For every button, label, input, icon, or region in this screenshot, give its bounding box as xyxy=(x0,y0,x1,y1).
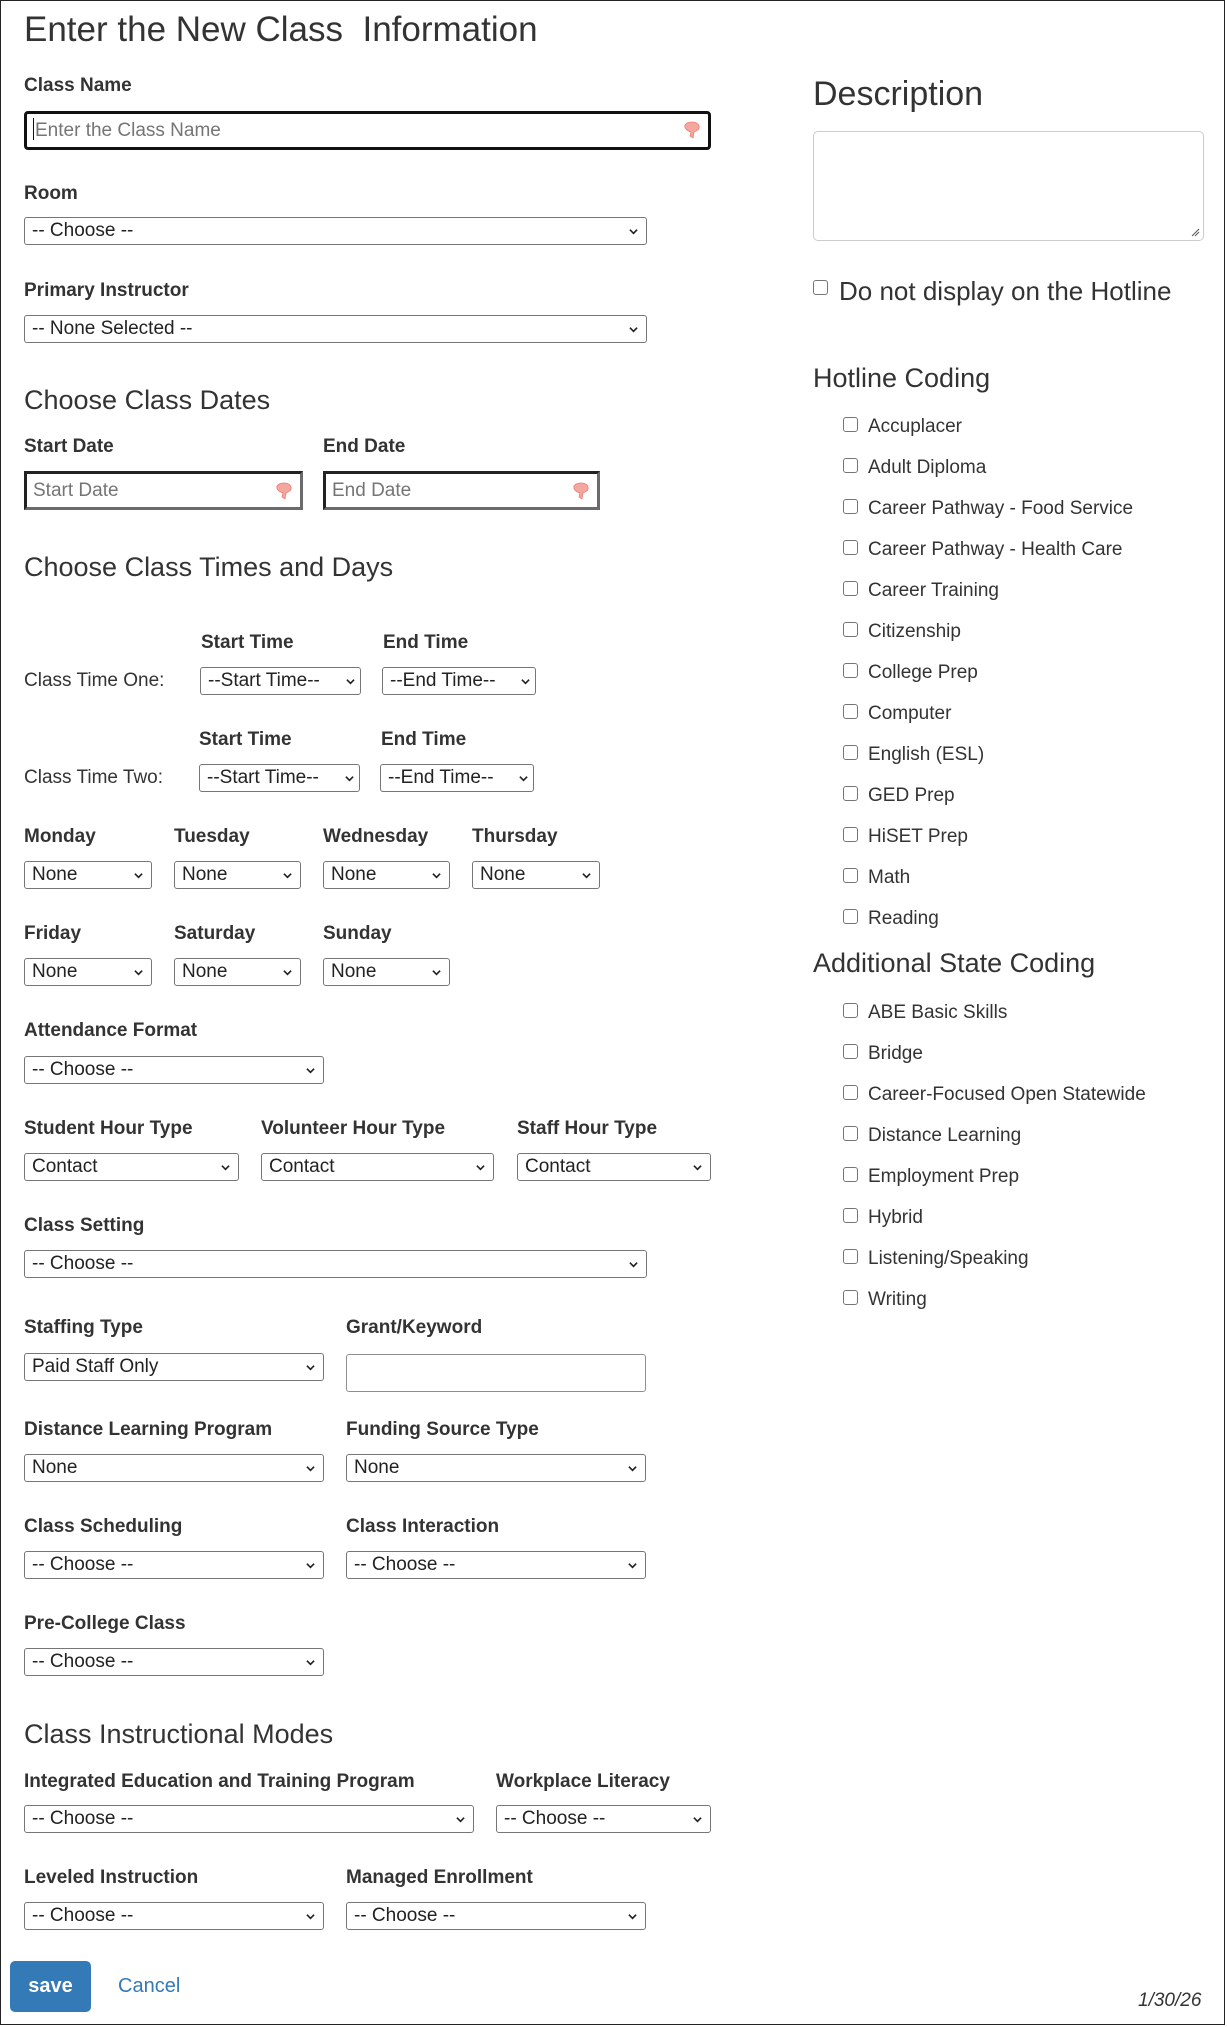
chevron-down-icon xyxy=(432,871,441,880)
sunday-select[interactable] xyxy=(323,958,450,986)
class-setting-value: -- Choose -- xyxy=(32,1253,134,1274)
checkbox-label: HiSET Prep xyxy=(868,826,968,847)
primary-instructor-label: Primary Instructor xyxy=(24,280,189,301)
class-scheduling-select[interactable] xyxy=(24,1551,324,1579)
staff-hour-type-value: Contact xyxy=(525,1156,591,1177)
chevron-down-icon xyxy=(629,325,638,334)
checkbox[interactable] xyxy=(843,1003,858,1018)
class-interaction-select[interactable] xyxy=(346,1551,646,1579)
pre-college-class-value: -- Choose -- xyxy=(32,1651,134,1672)
sunday-label: Sunday xyxy=(323,923,392,944)
saturday-label: Saturday xyxy=(174,923,256,944)
tuesday-select[interactable] xyxy=(174,861,301,889)
save-button[interactable]: save xyxy=(10,1961,91,2012)
chevron-down-icon xyxy=(456,1815,465,1824)
friday-value: None xyxy=(32,961,78,982)
hide-hotline-label: Do not display on the Hotline xyxy=(839,276,1172,306)
iet-label: Integrated Education and Training Program xyxy=(24,1771,415,1792)
checkbox-label: Career-Focused Open Statewide xyxy=(868,1084,1146,1105)
saturday-value: None xyxy=(182,961,228,982)
checkbox[interactable] xyxy=(843,581,858,596)
chevron-down-icon xyxy=(283,871,292,880)
class-dates-heading: Choose Class Dates xyxy=(24,385,271,415)
attendance-format-select[interactable] xyxy=(24,1056,324,1084)
friday-label: Friday xyxy=(24,923,82,944)
class-time-two-label: Class Time Two: xyxy=(24,767,164,788)
checkbox-label: Career Pathway - Food Service xyxy=(868,498,1134,519)
description-heading: Description xyxy=(813,75,984,113)
time-one-start-select[interactable] xyxy=(200,667,361,695)
tuesday-value: None xyxy=(182,864,228,885)
class-interaction-value: -- Choose -- xyxy=(354,1554,456,1575)
managed-enrollment-value: -- Choose -- xyxy=(354,1905,456,1926)
checkbox[interactable] xyxy=(843,909,858,924)
attendance-format-value: -- Choose -- xyxy=(32,1059,134,1080)
managed-enrollment-label: Managed Enrollment xyxy=(346,1867,533,1888)
class-name-placeholder: Enter the Class Name xyxy=(35,120,221,141)
monday-value: None xyxy=(32,864,78,885)
checkbox-label: Math xyxy=(868,867,911,888)
chevron-down-icon xyxy=(629,1260,638,1269)
checkbox-label: Career Training xyxy=(868,580,999,601)
checkbox-label: College Prep xyxy=(868,662,978,683)
checkbox[interactable] xyxy=(843,827,858,842)
chevron-down-icon xyxy=(306,1658,315,1667)
attendance-format-label: Attendance Format xyxy=(24,1020,198,1041)
chevron-down-icon xyxy=(476,1163,485,1172)
chevron-down-icon xyxy=(628,1561,637,1570)
leveled-instruction-label: Leveled Instruction xyxy=(24,1867,199,1888)
checkbox-label: Listening/Speaking xyxy=(868,1248,1029,1269)
volunteer-hour-type-value: Contact xyxy=(269,1156,335,1177)
funding-source-type-select[interactable] xyxy=(346,1454,646,1482)
thursday-select[interactable] xyxy=(472,861,600,889)
staff-hour-type-select[interactable] xyxy=(517,1153,711,1181)
end-date-label: End Date xyxy=(323,436,406,457)
time-two-start-label: Start Time xyxy=(199,729,292,750)
funding-source-type-label: Funding Source Type xyxy=(346,1419,539,1440)
footer-date: 1/30/26 xyxy=(1138,1990,1202,2011)
chevron-down-icon xyxy=(582,871,591,880)
checkbox-label: Computer xyxy=(868,703,952,724)
checkbox[interactable] xyxy=(843,745,858,760)
wednesday-select[interactable] xyxy=(323,861,450,889)
chevron-down-icon xyxy=(628,1912,637,1921)
chevron-down-icon xyxy=(306,1363,315,1372)
lock-key-icon[interactable] xyxy=(684,121,700,139)
volunteer-hour-type-label: Volunteer Hour Type xyxy=(261,1118,446,1139)
chevron-down-icon xyxy=(628,1464,637,1473)
hotline-coding-heading: Hotline Coding xyxy=(813,363,991,393)
instructional-modes-heading: Class Instructional Modes xyxy=(24,1719,334,1749)
checkbox[interactable] xyxy=(843,786,858,801)
chevron-down-icon xyxy=(134,968,143,977)
student-hour-type-value: Contact xyxy=(32,1156,98,1177)
primary-instructor-value: -- None Selected -- xyxy=(32,318,193,339)
time-two-end-label: End Time xyxy=(381,729,467,750)
checkbox-label: Reading xyxy=(868,908,939,929)
workplace-literacy-label: Workplace Literacy xyxy=(496,1771,670,1792)
chevron-down-icon xyxy=(346,677,355,686)
room-value: -- Choose -- xyxy=(32,220,134,241)
chevron-down-icon xyxy=(283,968,292,977)
checkbox[interactable] xyxy=(843,1290,858,1305)
primary-instructor-select[interactable] xyxy=(24,315,647,343)
start-date-placeholder: Start Date xyxy=(33,480,119,501)
checkbox[interactable] xyxy=(843,1126,858,1141)
funding-source-type-value: None xyxy=(354,1457,400,1478)
chevron-down-icon xyxy=(306,1912,315,1921)
staffing-type-value: Paid Staff Only xyxy=(32,1356,159,1377)
class-setting-select[interactable] xyxy=(24,1250,647,1278)
lock-key-icon[interactable] xyxy=(276,482,292,500)
class-interaction-label: Class Interaction xyxy=(346,1516,500,1537)
additional-state-coding-heading: Additional State Coding xyxy=(813,948,1096,978)
chevron-down-icon xyxy=(519,774,528,783)
student-hour-type-label: Student Hour Type xyxy=(24,1118,193,1139)
checkbox[interactable] xyxy=(843,458,858,473)
workplace-literacy-value: -- Choose -- xyxy=(504,1808,606,1829)
checkbox[interactable] xyxy=(843,868,858,883)
checkbox-label: English (ESL) xyxy=(868,744,985,765)
staff-hour-type-label: Staff Hour Type xyxy=(517,1118,658,1139)
time-one-start-label: Start Time xyxy=(201,632,294,653)
time-two-end-value: --End Time-- xyxy=(388,767,494,788)
staffing-type-label: Staffing Type xyxy=(24,1317,143,1338)
chevron-down-icon xyxy=(345,774,354,783)
start-date-input[interactable] xyxy=(24,471,303,510)
distance-learning-program-select[interactable] xyxy=(24,1454,324,1482)
chevron-down-icon xyxy=(629,227,638,236)
chevron-down-icon xyxy=(306,1464,315,1473)
leveled-instruction-select[interactable] xyxy=(24,1902,324,1930)
time-two-end-select[interactable] xyxy=(380,764,534,792)
grant-keyword-input[interactable] xyxy=(346,1354,646,1392)
room-label: Room xyxy=(24,183,78,204)
checkbox-label: Distance Learning xyxy=(868,1125,1022,1146)
checkbox[interactable] xyxy=(843,1167,858,1182)
checkbox-label: Career Pathway - Health Care xyxy=(868,539,1123,560)
chevron-down-icon xyxy=(306,1561,315,1570)
chevron-down-icon xyxy=(221,1163,230,1172)
page-title: Enter the New Class Information xyxy=(24,10,538,49)
wednesday-value: None xyxy=(331,864,377,885)
class-scheduling-label: Class Scheduling xyxy=(24,1516,183,1537)
grant-keyword-label: Grant/Keyword xyxy=(346,1317,483,1338)
hide-hotline-checkbox[interactable] xyxy=(813,280,828,295)
chevron-down-icon xyxy=(693,1815,702,1824)
sunday-value: None xyxy=(331,961,377,982)
staffing-type-select[interactable] xyxy=(24,1353,324,1381)
volunteer-hour-type-select[interactable] xyxy=(261,1153,494,1181)
cancel-link[interactable]: Cancel xyxy=(118,1975,181,1997)
thursday-label: Thursday xyxy=(472,826,558,847)
checkbox[interactable] xyxy=(843,704,858,719)
workplace-literacy-select[interactable] xyxy=(496,1805,711,1833)
chevron-down-icon xyxy=(134,871,143,880)
managed-enrollment-select[interactable] xyxy=(346,1902,646,1930)
checkbox-label: Citizenship xyxy=(868,621,961,642)
class-name-label: Class Name xyxy=(24,75,132,96)
time-two-start-value: --Start Time-- xyxy=(207,767,319,788)
leveled-instruction-value: -- Choose -- xyxy=(32,1905,134,1926)
text-cursor xyxy=(33,118,34,140)
thursday-value: None xyxy=(480,864,526,885)
checkbox[interactable] xyxy=(843,622,858,637)
student-hour-type-select[interactable] xyxy=(24,1153,239,1181)
pre-college-class-label: Pre-College Class xyxy=(24,1613,186,1634)
wednesday-label: Wednesday xyxy=(323,826,429,847)
checkbox-label: Hybrid xyxy=(868,1207,923,1228)
room-select[interactable] xyxy=(24,217,647,245)
time-one-end-label: End Time xyxy=(383,632,469,653)
checkbox-label: Adult Diploma xyxy=(868,457,987,478)
distance-learning-program-value: None xyxy=(32,1457,78,1478)
checkbox[interactable] xyxy=(843,540,858,555)
friday-select[interactable] xyxy=(24,958,152,986)
checkbox[interactable] xyxy=(843,663,858,678)
checkbox[interactable] xyxy=(843,417,858,432)
chevron-down-icon xyxy=(521,677,530,686)
iet-select[interactable] xyxy=(24,1805,474,1833)
lock-key-icon[interactable] xyxy=(573,482,589,500)
checkbox[interactable] xyxy=(843,1044,858,1059)
resize-grip-icon[interactable] xyxy=(1190,227,1200,237)
time-one-end-value: --End Time-- xyxy=(390,670,496,691)
checkbox[interactable] xyxy=(843,1249,858,1264)
iet-value: -- Choose -- xyxy=(32,1808,134,1829)
chevron-down-icon xyxy=(432,968,441,977)
tuesday-label: Tuesday xyxy=(174,826,250,847)
checkbox[interactable] xyxy=(843,1085,858,1100)
checkbox-label: GED Prep xyxy=(868,785,955,806)
saturday-select[interactable] xyxy=(174,958,301,986)
monday-select[interactable] xyxy=(24,861,152,889)
checkbox[interactable] xyxy=(843,1208,858,1223)
monday-label: Monday xyxy=(24,826,96,847)
time-two-start-select[interactable] xyxy=(199,764,360,792)
pre-college-class-select[interactable] xyxy=(24,1648,324,1676)
time-one-end-select[interactable] xyxy=(382,667,536,695)
class-times-heading: Choose Class Times and Days xyxy=(24,552,394,582)
class-scheduling-value: -- Choose -- xyxy=(32,1554,134,1575)
class-time-one-label: Class Time One: xyxy=(24,670,165,691)
checkbox-label: Employment Prep xyxy=(868,1166,1020,1187)
start-date-label: Start Date xyxy=(24,436,114,457)
class-setting-label: Class Setting xyxy=(24,1215,145,1236)
chevron-down-icon xyxy=(306,1066,315,1075)
distance-learning-program-label: Distance Learning Program xyxy=(24,1419,273,1440)
class-name-input[interactable] xyxy=(24,111,711,150)
checkbox-label: Bridge xyxy=(868,1043,923,1064)
chevron-down-icon xyxy=(693,1163,702,1172)
description-textarea[interactable] xyxy=(813,131,1204,241)
end-date-input[interactable] xyxy=(323,471,600,510)
end-date-placeholder: End Date xyxy=(332,480,412,501)
checkbox-label: ABE Basic Skills xyxy=(868,1002,1008,1023)
checkbox-label: Accuplacer xyxy=(868,416,962,437)
checkbox-label: Writing xyxy=(868,1289,927,1310)
checkbox[interactable] xyxy=(843,499,858,514)
time-one-start-value: --Start Time-- xyxy=(208,670,320,691)
